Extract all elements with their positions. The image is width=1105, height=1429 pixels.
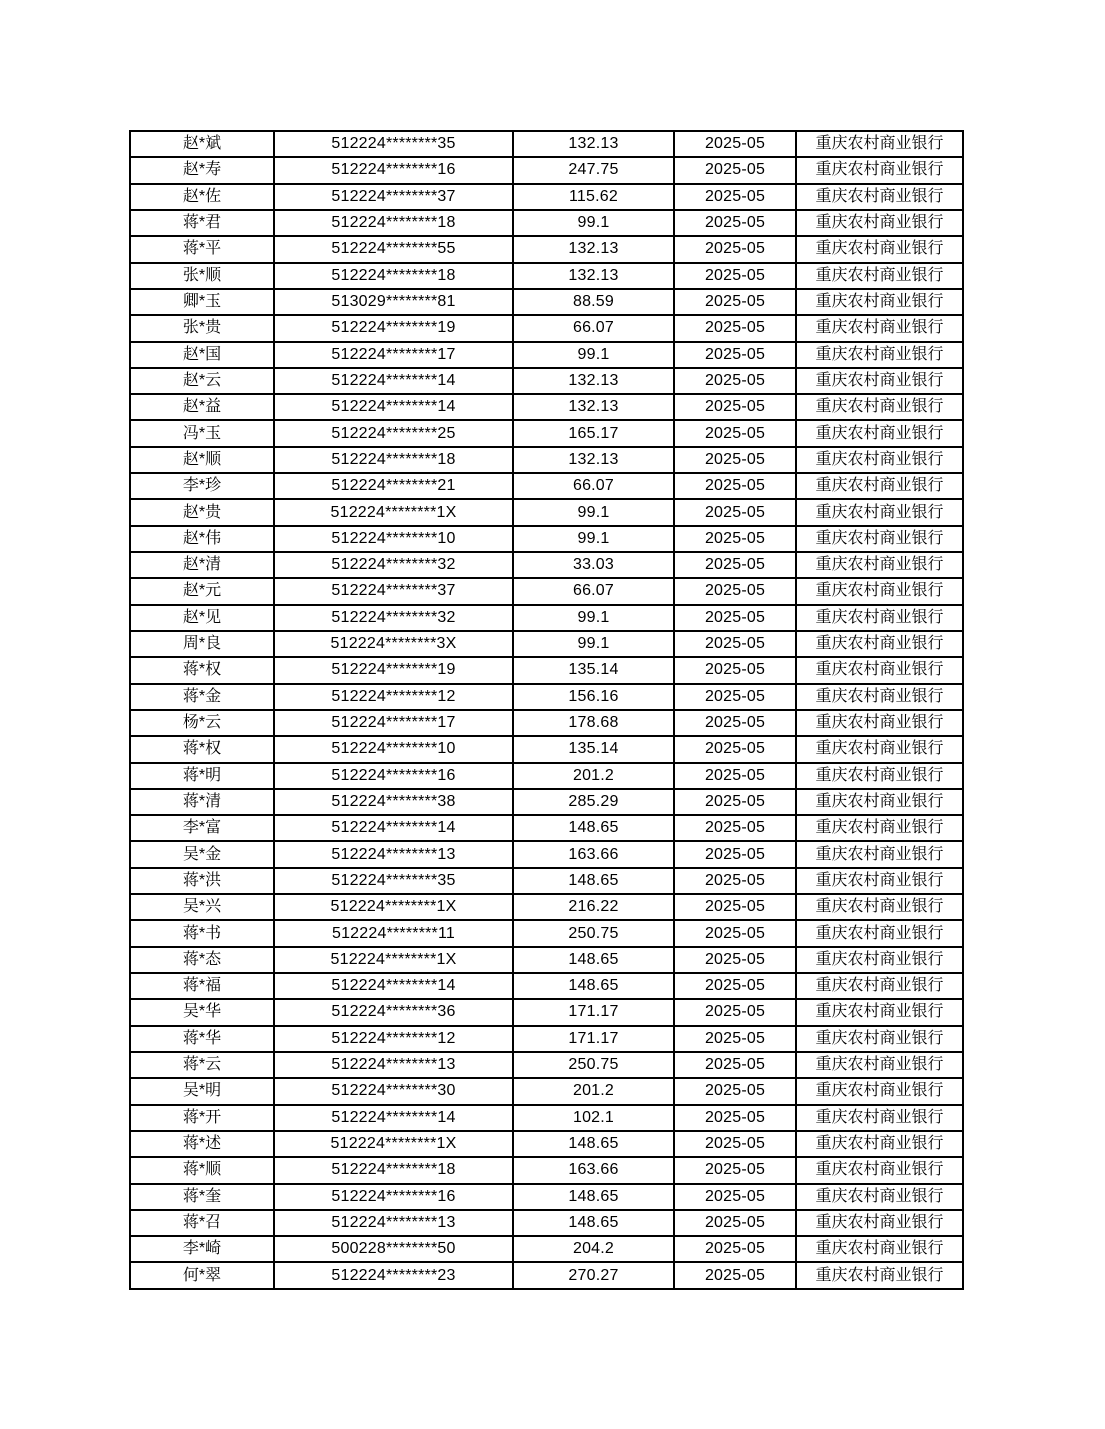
cell-amount: 148.65 bbox=[513, 1131, 674, 1157]
cell-id_number: 512224********32 bbox=[274, 552, 513, 578]
cell-month: 2025-05 bbox=[674, 447, 796, 473]
cell-amount: 132.13 bbox=[513, 368, 674, 394]
cell-id_number: 512224********14 bbox=[274, 815, 513, 841]
cell-name: 李*富 bbox=[130, 815, 274, 841]
table-row bbox=[130, 1262, 963, 1289]
table-row bbox=[130, 999, 963, 1025]
cell-id_number: 512224********11 bbox=[274, 920, 513, 946]
cell-name: 赵*元 bbox=[130, 578, 274, 604]
cell-id_number: 512224********32 bbox=[274, 605, 513, 631]
cell-name: 赵*贵 bbox=[130, 499, 274, 525]
cell-month: 2025-05 bbox=[674, 973, 796, 999]
cell-name: 吴*兴 bbox=[130, 894, 274, 920]
cell-bank: 重庆农村商业银行 bbox=[796, 578, 963, 604]
cell-amount: 204.2 bbox=[513, 1236, 674, 1262]
cell-month: 2025-05 bbox=[674, 1157, 796, 1183]
cell-id_number: 512224********19 bbox=[274, 315, 513, 341]
cell-amount: 99.1 bbox=[513, 210, 674, 236]
cell-amount: 33.03 bbox=[513, 552, 674, 578]
cell-id_number: 512224********37 bbox=[274, 578, 513, 604]
cell-name: 蒋*云 bbox=[130, 1052, 274, 1078]
cell-amount: 201.2 bbox=[513, 763, 674, 789]
cell-month: 2025-05 bbox=[674, 289, 796, 315]
table-row bbox=[130, 868, 963, 894]
cell-amount: 132.13 bbox=[513, 447, 674, 473]
cell-name: 何*翠 bbox=[130, 1262, 274, 1289]
table-row bbox=[130, 1236, 963, 1262]
cell-id_number: 512224********13 bbox=[274, 841, 513, 867]
cell-amount: 285.29 bbox=[513, 789, 674, 815]
cell-id_number: 512224********36 bbox=[274, 999, 513, 1025]
cell-name: 周*良 bbox=[130, 631, 274, 657]
cell-month: 2025-05 bbox=[674, 342, 796, 368]
cell-bank: 重庆农村商业银行 bbox=[796, 973, 963, 999]
cell-bank: 重庆农村商业银行 bbox=[796, 684, 963, 710]
cell-id_number: 512224********17 bbox=[274, 342, 513, 368]
cell-bank: 重庆农村商业银行 bbox=[796, 841, 963, 867]
cell-bank: 重庆农村商业银行 bbox=[796, 894, 963, 920]
table-row bbox=[130, 368, 963, 394]
cell-id_number: 512224********12 bbox=[274, 1026, 513, 1052]
cell-name: 蒋*洪 bbox=[130, 868, 274, 894]
cell-id_number: 500228********50 bbox=[274, 1236, 513, 1262]
cell-id_number: 512224********14 bbox=[274, 973, 513, 999]
cell-name: 蒋*华 bbox=[130, 1026, 274, 1052]
cell-month: 2025-05 bbox=[674, 710, 796, 736]
cell-month: 2025-05 bbox=[674, 131, 796, 157]
cell-month: 2025-05 bbox=[674, 420, 796, 446]
table-row bbox=[130, 289, 963, 315]
cell-bank: 重庆农村商业银行 bbox=[796, 631, 963, 657]
cell-bank: 重庆农村商业银行 bbox=[796, 1131, 963, 1157]
cell-month: 2025-05 bbox=[674, 552, 796, 578]
cell-name: 吴*明 bbox=[130, 1078, 274, 1104]
cell-id_number: 512224********16 bbox=[274, 157, 513, 183]
cell-name: 赵*云 bbox=[130, 368, 274, 394]
cell-id_number: 512224********25 bbox=[274, 420, 513, 446]
cell-name: 蒋*金 bbox=[130, 684, 274, 710]
cell-name: 蒋*书 bbox=[130, 920, 274, 946]
cell-bank: 重庆农村商业银行 bbox=[796, 1052, 963, 1078]
cell-month: 2025-05 bbox=[674, 631, 796, 657]
cell-amount: 148.65 bbox=[513, 868, 674, 894]
table-row bbox=[130, 1105, 963, 1131]
cell-amount: 171.17 bbox=[513, 999, 674, 1025]
table-row bbox=[130, 1052, 963, 1078]
cell-id_number: 512224********10 bbox=[274, 526, 513, 552]
cell-month: 2025-05 bbox=[674, 1078, 796, 1104]
cell-name: 蒋*权 bbox=[130, 657, 274, 683]
cell-name: 蒋*述 bbox=[130, 1131, 274, 1157]
cell-month: 2025-05 bbox=[674, 499, 796, 525]
cell-month: 2025-05 bbox=[674, 473, 796, 499]
cell-month: 2025-05 bbox=[674, 789, 796, 815]
cell-bank: 重庆农村商业银行 bbox=[796, 157, 963, 183]
cell-amount: 132.13 bbox=[513, 394, 674, 420]
cell-month: 2025-05 bbox=[674, 368, 796, 394]
cell-name: 赵*顺 bbox=[130, 447, 274, 473]
table-row bbox=[130, 263, 963, 289]
cell-bank: 重庆农村商业银行 bbox=[796, 605, 963, 631]
cell-bank: 重庆农村商业银行 bbox=[796, 526, 963, 552]
cell-id_number: 512224********35 bbox=[274, 131, 513, 157]
cell-month: 2025-05 bbox=[674, 1184, 796, 1210]
cell-month: 2025-05 bbox=[674, 947, 796, 973]
cell-name: 蒋*权 bbox=[130, 736, 274, 762]
cell-amount: 250.75 bbox=[513, 1052, 674, 1078]
cell-name: 吴*金 bbox=[130, 841, 274, 867]
cell-id_number: 512224********55 bbox=[274, 236, 513, 262]
cell-bank: 重庆农村商业银行 bbox=[796, 210, 963, 236]
cell-amount: 99.1 bbox=[513, 499, 674, 525]
cell-bank: 重庆农村商业银行 bbox=[796, 263, 963, 289]
cell-amount: 148.65 bbox=[513, 973, 674, 999]
cell-amount: 148.65 bbox=[513, 947, 674, 973]
cell-id_number: 512224********38 bbox=[274, 789, 513, 815]
table-row bbox=[130, 499, 963, 525]
cell-bank: 重庆农村商业银行 bbox=[796, 447, 963, 473]
cell-name: 赵*清 bbox=[130, 552, 274, 578]
cell-amount: 178.68 bbox=[513, 710, 674, 736]
cell-month: 2025-05 bbox=[674, 763, 796, 789]
table-row bbox=[130, 1131, 963, 1157]
cell-amount: 270.27 bbox=[513, 1262, 674, 1289]
cell-bank: 重庆农村商业银行 bbox=[796, 1184, 963, 1210]
table-row bbox=[130, 394, 963, 420]
table-row bbox=[130, 947, 963, 973]
cell-bank: 重庆农村商业银行 bbox=[796, 920, 963, 946]
cell-name: 蒋*开 bbox=[130, 1105, 274, 1131]
cell-bank: 重庆农村商业银行 bbox=[796, 1105, 963, 1131]
table-row bbox=[130, 578, 963, 604]
cell-name: 赵*益 bbox=[130, 394, 274, 420]
table-row bbox=[130, 763, 963, 789]
cell-month: 2025-05 bbox=[674, 841, 796, 867]
cell-amount: 156.16 bbox=[513, 684, 674, 710]
cell-month: 2025-05 bbox=[674, 920, 796, 946]
cell-amount: 66.07 bbox=[513, 473, 674, 499]
cell-bank: 重庆农村商业银行 bbox=[796, 710, 963, 736]
cell-bank: 重庆农村商业银行 bbox=[796, 420, 963, 446]
cell-bank: 重庆农村商业银行 bbox=[796, 868, 963, 894]
cell-name: 蒋*清 bbox=[130, 789, 274, 815]
table-row bbox=[130, 184, 963, 210]
table-row bbox=[130, 894, 963, 920]
table-row bbox=[130, 315, 963, 341]
cell-month: 2025-05 bbox=[674, 684, 796, 710]
cell-bank: 重庆农村商业银行 bbox=[796, 342, 963, 368]
cell-id_number: 512224********3X bbox=[274, 631, 513, 657]
cell-amount: 250.75 bbox=[513, 920, 674, 946]
cell-name: 李*珍 bbox=[130, 473, 274, 499]
cell-id_number: 512224********30 bbox=[274, 1078, 513, 1104]
cell-name: 蒋*福 bbox=[130, 973, 274, 999]
cell-month: 2025-05 bbox=[674, 1052, 796, 1078]
table-row bbox=[130, 1210, 963, 1236]
cell-id_number: 512224********10 bbox=[274, 736, 513, 762]
cell-amount: 99.1 bbox=[513, 526, 674, 552]
cell-bank: 重庆农村商业银行 bbox=[796, 1236, 963, 1262]
cell-id_number: 512224********18 bbox=[274, 210, 513, 236]
cell-id_number: 512224********1X bbox=[274, 947, 513, 973]
table-row bbox=[130, 236, 963, 262]
table-row bbox=[130, 920, 963, 946]
cell-amount: 132.13 bbox=[513, 131, 674, 157]
cell-amount: 148.65 bbox=[513, 1184, 674, 1210]
cell-id_number: 512224********1X bbox=[274, 499, 513, 525]
cell-month: 2025-05 bbox=[674, 605, 796, 631]
cell-amount: 148.65 bbox=[513, 815, 674, 841]
cell-bank: 重庆农村商业银行 bbox=[796, 763, 963, 789]
cell-id_number: 513029********81 bbox=[274, 289, 513, 315]
beneficiary-table bbox=[129, 130, 964, 1290]
table-row bbox=[130, 736, 963, 762]
table-row bbox=[130, 1157, 963, 1183]
cell-month: 2025-05 bbox=[674, 315, 796, 341]
cell-month: 2025-05 bbox=[674, 1236, 796, 1262]
cell-name: 蒋*明 bbox=[130, 763, 274, 789]
table-row bbox=[130, 789, 963, 815]
table-row bbox=[130, 552, 963, 578]
cell-month: 2025-05 bbox=[674, 1210, 796, 1236]
cell-name: 蒋*态 bbox=[130, 947, 274, 973]
cell-id_number: 512224********23 bbox=[274, 1262, 513, 1289]
cell-bank: 重庆农村商业银行 bbox=[796, 184, 963, 210]
cell-id_number: 512224********18 bbox=[274, 447, 513, 473]
cell-month: 2025-05 bbox=[674, 578, 796, 604]
cell-name: 蒋*君 bbox=[130, 210, 274, 236]
cell-month: 2025-05 bbox=[674, 236, 796, 262]
cell-id_number: 512224********18 bbox=[274, 1157, 513, 1183]
cell-id_number: 512224********21 bbox=[274, 473, 513, 499]
cell-bank: 重庆农村商业银行 bbox=[796, 131, 963, 157]
cell-bank: 重庆农村商业银行 bbox=[796, 1078, 963, 1104]
cell-month: 2025-05 bbox=[674, 1131, 796, 1157]
cell-amount: 163.66 bbox=[513, 1157, 674, 1183]
cell-id_number: 512224********1X bbox=[274, 1131, 513, 1157]
table-row bbox=[130, 605, 963, 631]
cell-id_number: 512224********18 bbox=[274, 263, 513, 289]
cell-month: 2025-05 bbox=[674, 157, 796, 183]
table-body bbox=[130, 131, 963, 1289]
cell-amount: 165.17 bbox=[513, 420, 674, 446]
table-row bbox=[130, 815, 963, 841]
cell-id_number: 512224********16 bbox=[274, 763, 513, 789]
cell-id_number: 512224********14 bbox=[274, 1105, 513, 1131]
cell-id_number: 512224********37 bbox=[274, 184, 513, 210]
table-row bbox=[130, 657, 963, 683]
cell-bank: 重庆农村商业银行 bbox=[796, 815, 963, 841]
cell-name: 赵*佐 bbox=[130, 184, 274, 210]
cell-month: 2025-05 bbox=[674, 1105, 796, 1131]
cell-amount: 99.1 bbox=[513, 605, 674, 631]
cell-bank: 重庆农村商业银行 bbox=[796, 289, 963, 315]
cell-amount: 247.75 bbox=[513, 157, 674, 183]
table-row bbox=[130, 210, 963, 236]
cell-name: 赵*伟 bbox=[130, 526, 274, 552]
table-row bbox=[130, 1026, 963, 1052]
cell-amount: 66.07 bbox=[513, 315, 674, 341]
table-row bbox=[130, 841, 963, 867]
cell-bank: 重庆农村商业银行 bbox=[796, 1026, 963, 1052]
table-row bbox=[130, 131, 963, 157]
cell-amount: 115.62 bbox=[513, 184, 674, 210]
table-row bbox=[130, 631, 963, 657]
cell-month: 2025-05 bbox=[674, 657, 796, 683]
cell-amount: 66.07 bbox=[513, 578, 674, 604]
cell-name: 赵*国 bbox=[130, 342, 274, 368]
cell-id_number: 512224********19 bbox=[274, 657, 513, 683]
cell-month: 2025-05 bbox=[674, 868, 796, 894]
cell-bank: 重庆农村商业银行 bbox=[796, 789, 963, 815]
cell-month: 2025-05 bbox=[674, 894, 796, 920]
cell-bank: 重庆农村商业银行 bbox=[796, 1262, 963, 1289]
cell-id_number: 512224********14 bbox=[274, 368, 513, 394]
cell-bank: 重庆农村商业银行 bbox=[796, 947, 963, 973]
cell-id_number: 512224********17 bbox=[274, 710, 513, 736]
cell-bank: 重庆农村商业银行 bbox=[796, 394, 963, 420]
cell-id_number: 512224********13 bbox=[274, 1052, 513, 1078]
cell-month: 2025-05 bbox=[674, 1262, 796, 1289]
cell-bank: 重庆农村商业银行 bbox=[796, 1210, 963, 1236]
table-row bbox=[130, 1078, 963, 1104]
cell-amount: 99.1 bbox=[513, 631, 674, 657]
cell-amount: 201.2 bbox=[513, 1078, 674, 1104]
cell-name: 蒋*召 bbox=[130, 1210, 274, 1236]
cell-month: 2025-05 bbox=[674, 210, 796, 236]
cell-bank: 重庆农村商业银行 bbox=[796, 236, 963, 262]
cell-name: 蒋*顺 bbox=[130, 1157, 274, 1183]
cell-name: 蒋*平 bbox=[130, 236, 274, 262]
cell-amount: 135.14 bbox=[513, 657, 674, 683]
cell-bank: 重庆农村商业银行 bbox=[796, 999, 963, 1025]
cell-name: 张*贵 bbox=[130, 315, 274, 341]
cell-bank: 重庆农村商业银行 bbox=[796, 552, 963, 578]
table-row bbox=[130, 684, 963, 710]
cell-amount: 135.14 bbox=[513, 736, 674, 762]
cell-amount: 171.17 bbox=[513, 1026, 674, 1052]
cell-id_number: 512224********13 bbox=[274, 1210, 513, 1236]
table-row bbox=[130, 342, 963, 368]
cell-amount: 216.22 bbox=[513, 894, 674, 920]
cell-name: 卿*玉 bbox=[130, 289, 274, 315]
cell-name: 杨*云 bbox=[130, 710, 274, 736]
cell-id_number: 512224********12 bbox=[274, 684, 513, 710]
table-row bbox=[130, 1184, 963, 1210]
cell-id_number: 512224********16 bbox=[274, 1184, 513, 1210]
cell-bank: 重庆农村商业银行 bbox=[796, 368, 963, 394]
table-row bbox=[130, 447, 963, 473]
table-row bbox=[130, 973, 963, 999]
cell-amount: 132.13 bbox=[513, 236, 674, 262]
cell-month: 2025-05 bbox=[674, 184, 796, 210]
cell-name: 吴*华 bbox=[130, 999, 274, 1025]
cell-bank: 重庆农村商业银行 bbox=[796, 499, 963, 525]
cell-month: 2025-05 bbox=[674, 394, 796, 420]
table-row bbox=[130, 473, 963, 499]
table-row bbox=[130, 157, 963, 183]
table-row bbox=[130, 710, 963, 736]
cell-month: 2025-05 bbox=[674, 1026, 796, 1052]
cell-name: 赵*见 bbox=[130, 605, 274, 631]
table-row bbox=[130, 526, 963, 552]
cell-bank: 重庆农村商业银行 bbox=[796, 473, 963, 499]
cell-amount: 102.1 bbox=[513, 1105, 674, 1131]
cell-month: 2025-05 bbox=[674, 999, 796, 1025]
cell-amount: 132.13 bbox=[513, 263, 674, 289]
cell-name: 赵*寿 bbox=[130, 157, 274, 183]
cell-amount: 88.59 bbox=[513, 289, 674, 315]
cell-name: 蒋*奎 bbox=[130, 1184, 274, 1210]
cell-bank: 重庆农村商业银行 bbox=[796, 736, 963, 762]
cell-month: 2025-05 bbox=[674, 526, 796, 552]
cell-name: 赵*斌 bbox=[130, 131, 274, 157]
cell-id_number: 512224********1X bbox=[274, 894, 513, 920]
cell-name: 李*崎 bbox=[130, 1236, 274, 1262]
cell-bank: 重庆农村商业银行 bbox=[796, 657, 963, 683]
cell-name: 冯*玉 bbox=[130, 420, 274, 446]
cell-id_number: 512224********14 bbox=[274, 394, 513, 420]
cell-amount: 148.65 bbox=[513, 1210, 674, 1236]
table-row bbox=[130, 420, 963, 446]
cell-id_number: 512224********35 bbox=[274, 868, 513, 894]
cell-amount: 99.1 bbox=[513, 342, 674, 368]
cell-bank: 重庆农村商业银行 bbox=[796, 315, 963, 341]
cell-month: 2025-05 bbox=[674, 736, 796, 762]
cell-month: 2025-05 bbox=[674, 815, 796, 841]
cell-name: 张*顺 bbox=[130, 263, 274, 289]
cell-month: 2025-05 bbox=[674, 263, 796, 289]
cell-amount: 163.66 bbox=[513, 841, 674, 867]
cell-bank: 重庆农村商业银行 bbox=[796, 1157, 963, 1183]
